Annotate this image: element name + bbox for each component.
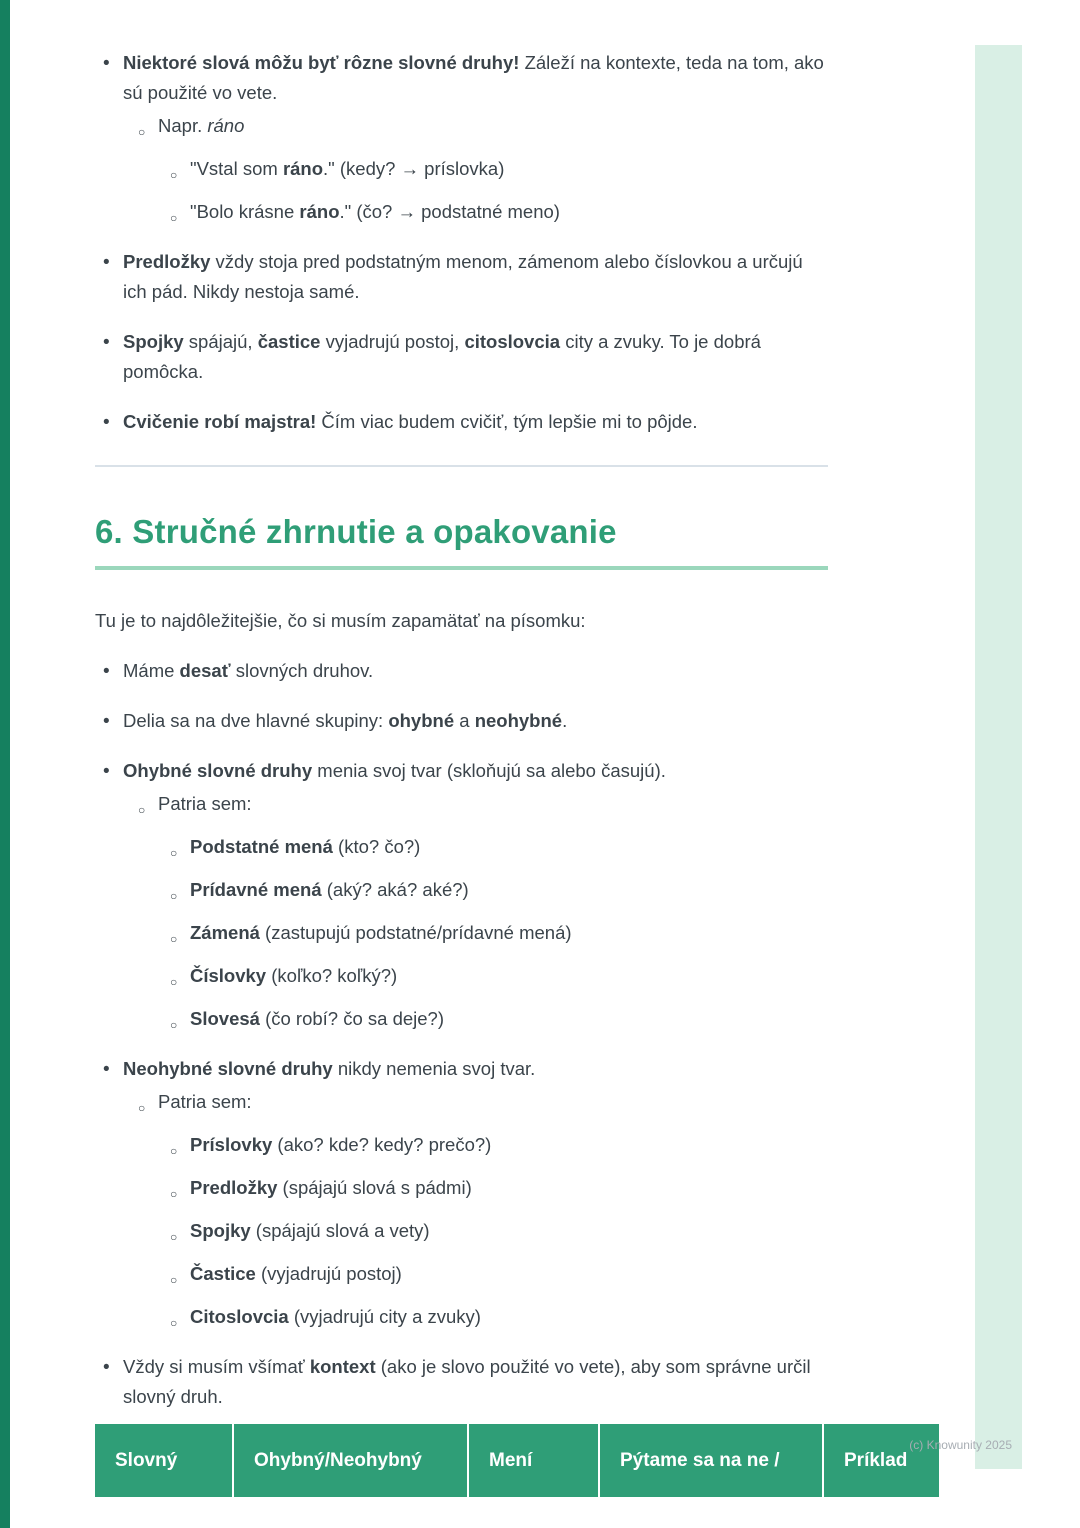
- text-segment: (vyjadrujú city a zvuky): [288, 1306, 481, 1327]
- text-segment: Citoslovcia: [190, 1306, 289, 1327]
- summary-table-header-row: [95, 1424, 939, 1497]
- text-segment: (ako? kde? kedy? prečo?): [272, 1134, 492, 1155]
- text-segment: (vyjadrujú postoj): [255, 1263, 402, 1284]
- text-segment: Niektoré slová môžu byť rôzne slovné druhy!: [123, 52, 520, 73]
- list-item: [95, 756, 830, 786]
- heading-underline: [95, 566, 828, 570]
- text-segment: Neohybné slovné druhy: [123, 1058, 333, 1079]
- text-segment: vyjadrujú postoj,: [320, 331, 465, 352]
- text-segment: Máme: [123, 660, 180, 681]
- text-segment: spájajú,: [183, 331, 258, 352]
- list-item: [95, 1054, 830, 1084]
- list-item: [162, 875, 830, 905]
- section-divider: [95, 465, 828, 467]
- text-segment: (kto? čo?): [332, 836, 421, 857]
- list-item: [95, 706, 830, 736]
- list-item: [95, 407, 830, 437]
- text-segment: .: [562, 710, 568, 731]
- text-segment: Patria sem:: [158, 1091, 252, 1112]
- text-segment: (aký? aká? aké?): [321, 879, 469, 900]
- text-segment: neohybné: [474, 710, 563, 731]
- text-segment: a: [454, 710, 475, 731]
- list-item: [162, 1302, 830, 1332]
- text-segment: (spájajú slová s pádmi): [277, 1177, 472, 1198]
- text-segment: "Bolo krásne: [190, 201, 300, 222]
- text-segment: citoslovcia: [464, 331, 561, 352]
- text-segment: Zámená: [190, 922, 260, 943]
- text-segment: Spojky: [123, 331, 184, 352]
- list-item: [162, 1130, 830, 1160]
- text-segment: kontext: [309, 1356, 376, 1377]
- list-item: [162, 197, 830, 227]
- text-segment: častice: [257, 331, 321, 352]
- table-header-cell: Slovný: [95, 1424, 232, 1497]
- table-header-cell: Ohybný/Neohybný: [234, 1424, 467, 1497]
- text-segment: Vždy si musím všímať: [123, 1356, 310, 1377]
- list-item: [95, 48, 830, 108]
- text-segment: Záleží na kontexte, teda na tom, ako sú použité vo vete.: [123, 52, 824, 103]
- text-segment: Príslovky: [190, 1134, 273, 1155]
- page-left-border: [0, 0, 10, 1528]
- table-header-cell: Pýtame sa na ne /: [600, 1424, 822, 1497]
- list-item: [95, 327, 830, 387]
- text-segment: (koľko? koľký?): [266, 965, 398, 986]
- text-segment: ohybné: [388, 710, 455, 731]
- list-item: [162, 1216, 830, 1246]
- text-segment: Predložky: [123, 251, 211, 272]
- text-segment: Prídavné mená: [190, 879, 322, 900]
- list-item: [130, 1087, 830, 1117]
- watermark: (c) Knowunity 2025: [909, 1438, 1012, 1452]
- page-content: [95, 48, 830, 1412]
- text-segment: city a zvuky. To je dobrá pomôcka.: [123, 331, 761, 382]
- text-segment: ráno: [207, 115, 245, 136]
- list-item: [162, 1004, 830, 1034]
- list-item: [162, 961, 830, 991]
- text-segment: Ohybné slovné druhy: [123, 760, 313, 781]
- text-segment: Častice: [190, 1263, 256, 1284]
- text-segment: Napr.: [158, 115, 208, 136]
- text-segment: (spájajú slová a vety): [250, 1220, 430, 1241]
- text-segment: Číslovky: [190, 965, 267, 986]
- text-segment: Čím viac budem cvičiť, tým lepšie mi to pôjde.: [316, 411, 698, 432]
- list-item: [130, 111, 830, 141]
- text-segment: (zastupujú podstatné/prídavné mená): [259, 922, 572, 943]
- text-segment: nikdy nemenia svoj tvar.: [332, 1058, 536, 1079]
- text-segment: Slovesá: [190, 1008, 260, 1029]
- text-segment: ráno: [299, 201, 340, 222]
- text-segment: vždy stoja pred podstatným menom, zámenom alebo číslovkou a určujú ich pád. Nikdy nestoja samé.: [123, 251, 803, 302]
- text-segment: ." (kedy? → príslovka): [323, 158, 505, 179]
- list-item: [95, 656, 830, 686]
- text-segment: Predložky: [190, 1177, 278, 1198]
- text-segment: Delia sa na dve hlavné skupiny:: [123, 710, 389, 731]
- list-item: [130, 789, 830, 819]
- list-item: [162, 918, 830, 948]
- intro-paragraph: Tu je to najdôležitejšie, čo si musím zapamätať na písomku:: [95, 610, 586, 631]
- text-segment: Podstatné mená: [190, 836, 333, 857]
- list-item: [162, 154, 830, 184]
- text-segment: "Vstal som: [190, 158, 283, 179]
- list-item: [162, 1259, 830, 1289]
- text-segment: slovných druhov.: [230, 660, 374, 681]
- list-item: [162, 832, 830, 862]
- text-segment: ." (čo? → podstatné meno): [339, 201, 560, 222]
- list-item: [162, 1173, 830, 1203]
- text-segment: Cvičenie robí majstra!: [123, 411, 317, 432]
- text-segment: desať: [179, 660, 231, 681]
- list-item: [95, 1352, 830, 1412]
- text-segment: ráno: [282, 158, 324, 179]
- text-segment: Spojky: [190, 1220, 251, 1241]
- text-segment: menia svoj tvar (skloňujú sa alebo časujú).: [312, 760, 666, 781]
- table-header-cell: Príklad: [824, 1424, 939, 1497]
- text-segment: (ako je slovo použité vo vete), aby som správne určil slovný druh.: [123, 1356, 811, 1407]
- page-right-margin: [975, 45, 1022, 1469]
- text-segment: Patria sem:: [158, 793, 252, 814]
- section-heading: 6. Stručné zhrnutie a opakovanie: [95, 513, 617, 550]
- text-segment: (čo robí? čo sa deje?): [259, 1008, 445, 1029]
- table-header-cell: Mení: [469, 1424, 598, 1497]
- list-item: [95, 247, 830, 307]
